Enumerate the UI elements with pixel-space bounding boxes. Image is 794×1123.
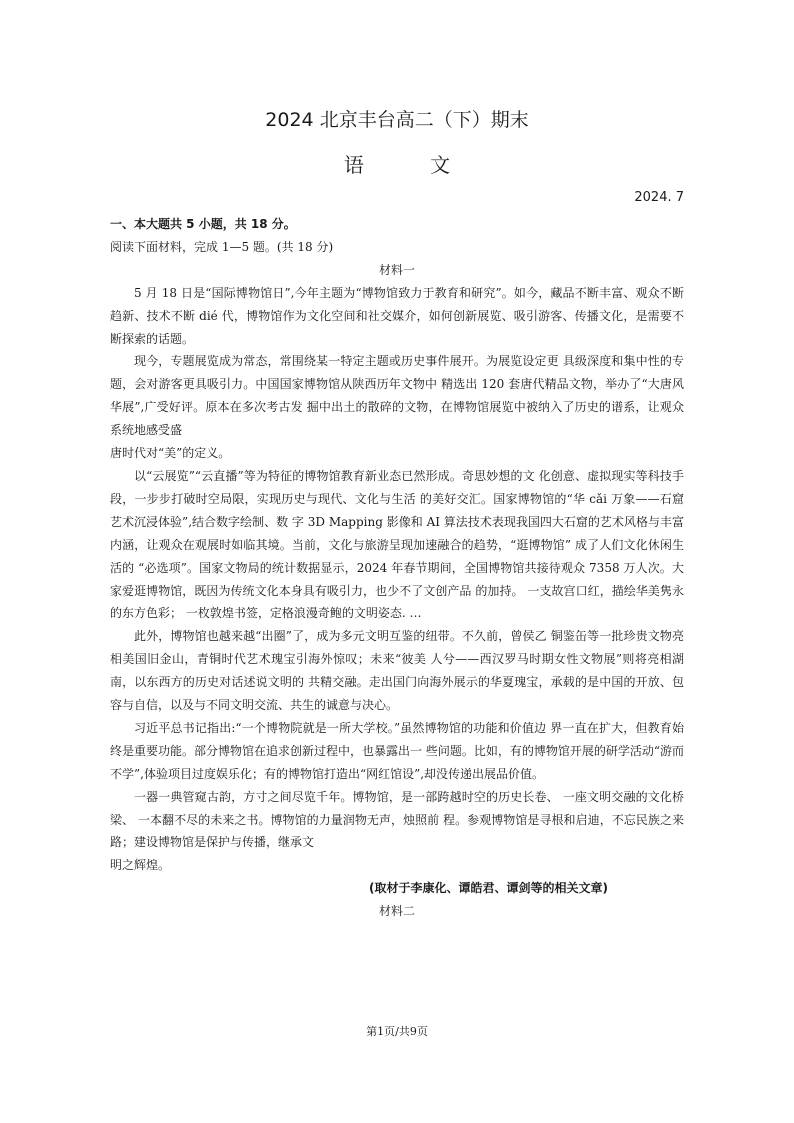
paragraph: 明之辉煌。 <box>110 858 171 873</box>
exam-date: 2024. 7 <box>634 190 684 205</box>
paragraph: 以“云展览”“云直播”等为特征的博物馆教育新业态已然形成。奇思妙想的文 化创意、虚拟现实等科技手段，一步步打破时空局限，实现历史与现代、文化与生活 的美好交汇。国家博物馆的“华 cǎi 万象——石窟艺术沉浸体验”,结合数字绘制、数 字 3D Mapping 影像和 AI 算法技术表现我国四大石窟的艺术风格与丰富内涵，让观众在观展时如临其境。当前，文化与旅游呈现加速融合的趋势，“逛博物馆” 成了人们文化休闲生活的 “必选项”。国家文物局的统计数据显示，2024 年春节期间，全国博物馆共接待观众 7358 万人次。大家爱逛博物馆，既因为传统文化本身具有吸引力，也少不了文创产品 的加持。 一支故宫口红，描绘华美隽永的东方色彩； 一枚敦煌书签，定格浪漫奇鲍的文明姿态. … <box>110 468 684 621</box>
paragraph: 一器一典管窥古韵，方寸之间尽览千年。博物馆，是一部跨越时空的历史长卷、 一座文明交融的文化桥梁、 一本翻不尽的未来之书。博物馆的力量润物无声，烛照前 程。参观博物馆是寻根和启迪，不忘民族之来路；建设博物馆是保护与传播，继承文 <box>110 789 684 850</box>
document-body <box>110 213 684 923</box>
material-title: 材料一 <box>378 262 415 277</box>
source-citation: (取材于李康化、谭皓君、谭剑等的相关文章) <box>369 881 608 896</box>
section-instruction: 阅读下面材料，完成 1—5 题。(共 18 分) <box>110 239 334 254</box>
paragraph: 现今，专题展览成为常态，常围绕某一特定主题或历史事件展开。为展览设定更 具级深度和集中性的专题，会对游客更具吸引力。中国国家博物馆从陕西历年文物中 精选出 120 套唐代精品文物，举办了“大唐风华展”,广受好评。原本在多次考古发 掘中出土的散碎的文物，在博物馆展览中被纳入了历史的谱系，让观众系统地感受盛 <box>110 354 684 438</box>
subject-title: 语 文 <box>343 153 481 177</box>
material-title: 材料二 <box>378 904 415 919</box>
section-heading: 一、本大题共 5 小题，共 18 分。 <box>110 217 296 231</box>
paragraph: 习近平总书记指出:“一个博物院就是一所大学校。”虽然博物馆的功能和价值边 界一直在扩大，但教育始终是重要功能。部分博物馆在追求创新过程中，也暴露出一 些问题。比如，有的博物馆开展的研学活动“游而不学”,体验项目过度娱乐化；有的博物馆打造出“网红馆设”,却没传递出展品价值。 <box>110 720 684 781</box>
paragraph: 5 月 18 日是“国际博物馆日”,今年主题为“博物馆致力于教育和研究”。如今，藏品不断丰富、观众不断趋新、技术不断 dié 代，博物馆作为文化空间和社交媒介，如何创新展览、吸引游客、传播文化，是需要不断探索的话题。 <box>110 285 684 346</box>
page-title: 2024 北京丰台高二（下）期末 <box>265 109 529 131</box>
paragraph: 此外，博物馆也越来越“出圈”了，成为多元文明互鉴的纽带。不久前，曾侯乙 铜鉴缶等一批珍贵文物亮相美国旧金山，青铜时代艺术瑰宝引海外惊叹；未来“彼美 人兮——西汉罗马时期女性文物展”则将亮相湖南，以东西方的历史对话述说文明的 共精交融。走出国门向海外展示的华夏瑰宝，承载的是中国的开放、包容与自信，以及与不同文明交流、共生的诚意与决心。 <box>110 629 684 713</box>
paragraph: 唐时代对“美”的定义。 <box>110 446 231 461</box>
page-number: 第1页/共9页 <box>366 1025 428 1038</box>
